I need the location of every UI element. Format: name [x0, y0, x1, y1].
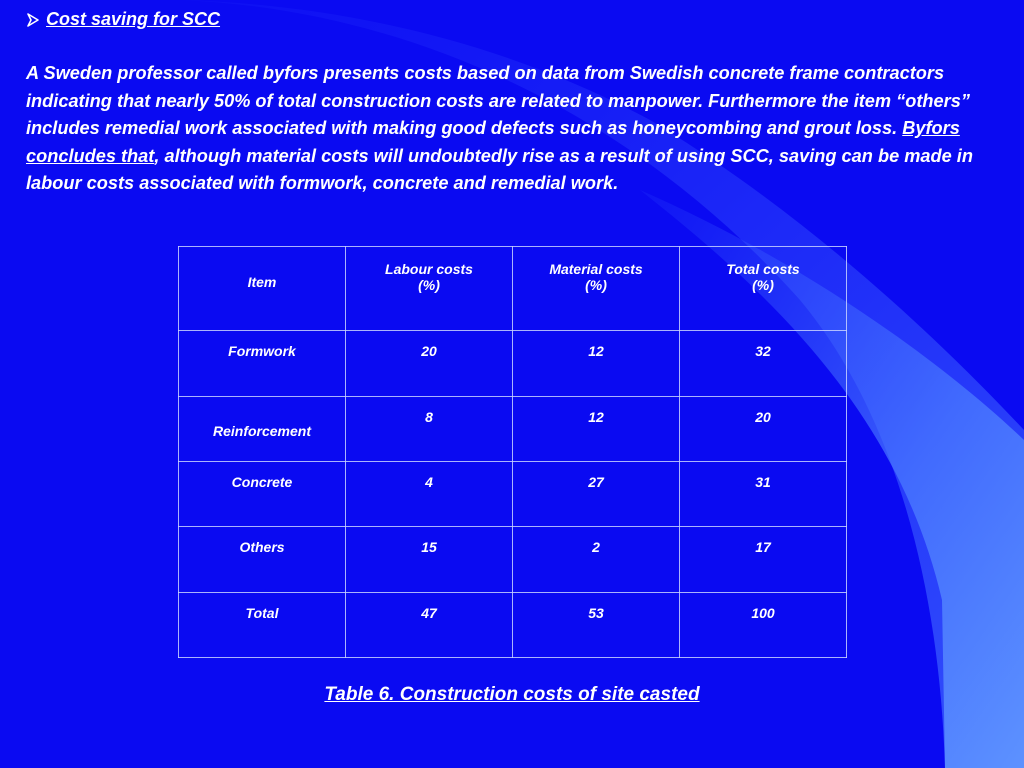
cell-labour: 4: [346, 462, 513, 527]
cell-item: Formwork: [179, 331, 346, 396]
cell-material: 2: [513, 527, 680, 592]
cell-total: 20: [680, 396, 847, 461]
heading-text: Cost saving for SCC: [46, 9, 221, 29]
cell-labour: 20: [346, 331, 513, 396]
cell-item: Reinforcement: [179, 396, 346, 461]
cell-material: 12: [513, 331, 680, 396]
table-row: [179, 462, 847, 527]
cell-material: 53: [513, 592, 680, 657]
table-row: [179, 396, 847, 461]
table-row: [179, 592, 847, 657]
cell-total: 31: [680, 462, 847, 527]
construction-costs-table: [178, 246, 847, 658]
cell-material: 27: [513, 462, 680, 527]
cell-item: Total: [179, 592, 346, 657]
table-row: [179, 331, 847, 396]
body-paragraph: [26, 60, 1018, 198]
header-item: Item: [179, 247, 346, 331]
paragraph-text-end: , although material costs will undoubtedly rise as a result of using SCC, saving can be made in labour costs associated with formwork, concrete and remedial work.: [26, 145, 973, 193]
paragraph-underlined-text: Byfors concludes that: [26, 118, 960, 166]
table-caption: Table 6. Construction costs of site casted: [324, 684, 700, 705]
header-total-costs: Total costs (%): [680, 247, 847, 331]
table-header-row: [179, 247, 847, 331]
cell-total: 17: [680, 527, 847, 592]
header-labour-costs: Labour costs (%): [346, 247, 513, 331]
paragraph-text-start: A Sweden professor called byfors presents costs based on data from Swedish concrete frame contractors indicating that nearly 50% of total construction costs are related to manpower. Furthermore the item “others” includes remedial work associated with making good defects such as honeycombing and grout loss.: [26, 63, 970, 138]
header-material-costs: Material costs (%): [513, 247, 680, 331]
cell-labour: 15: [346, 527, 513, 592]
cell-labour: 47: [346, 592, 513, 657]
cell-item: Concrete: [179, 462, 346, 527]
table-row: [179, 527, 847, 592]
slide-heading: [26, 9, 220, 30]
cell-material: 12: [513, 396, 680, 461]
cell-total: 100: [680, 592, 847, 657]
cell-labour: 8: [346, 396, 513, 461]
cell-item: Others: [179, 527, 346, 592]
arrowhead-bullet-icon: [26, 12, 40, 28]
cell-total: 32: [680, 331, 847, 396]
